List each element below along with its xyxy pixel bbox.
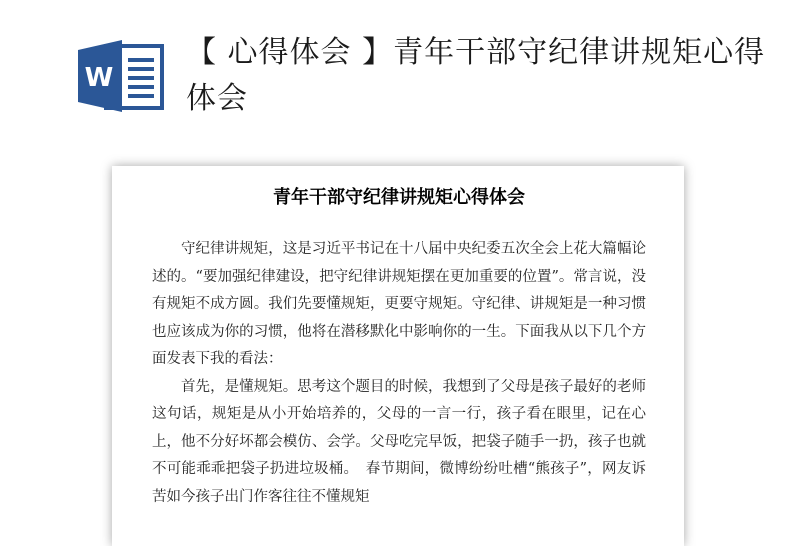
page-title: 【 心得体会 】青年干部守纪律讲规矩心得体会 bbox=[186, 35, 766, 116]
header bbox=[0, 0, 800, 150]
document-body bbox=[152, 180, 646, 511]
word-icon-letter: W bbox=[84, 63, 114, 93]
word-document-icon bbox=[78, 40, 168, 112]
document-heading: 青年干部守纪律讲规矩心得体会 bbox=[273, 187, 525, 208]
document-page bbox=[112, 166, 684, 546]
document-paragraph: 首先，是懂规矩。思考这个题目的时候，我想到了父母是孩子最好的老师这句话，规矩是从小开始培养的，父母的一言一行，孩子看在眼里，记在心上，他不分好坏都会模仿、会学。父母吃完早饭，把袋子随手一扔，孩子也就不可能乖乖把袋子扔进垃圾桶。 春节期间，微博纷纷吐槽“熊孩子”，网友诉苦如今孩子出门作客往往不懂规矩 bbox=[152, 378, 646, 505]
document-paragraph: 守纪律讲规矩，这是习近平书记在十八届中央纪委五次全会上花大篇幅论述的。“要加强纪律建设，把守纪律讲规矩摆在更加重要的位置”。常言说，没有规矩不成方圆。我们先要懂规矩，更要守规矩。守纪律、讲规矩是一种习惯也应该成为你的习惯，他将在潜移默化中影响你的一生。下面我从以下几个方面发表下我的看法： bbox=[152, 241, 646, 367]
